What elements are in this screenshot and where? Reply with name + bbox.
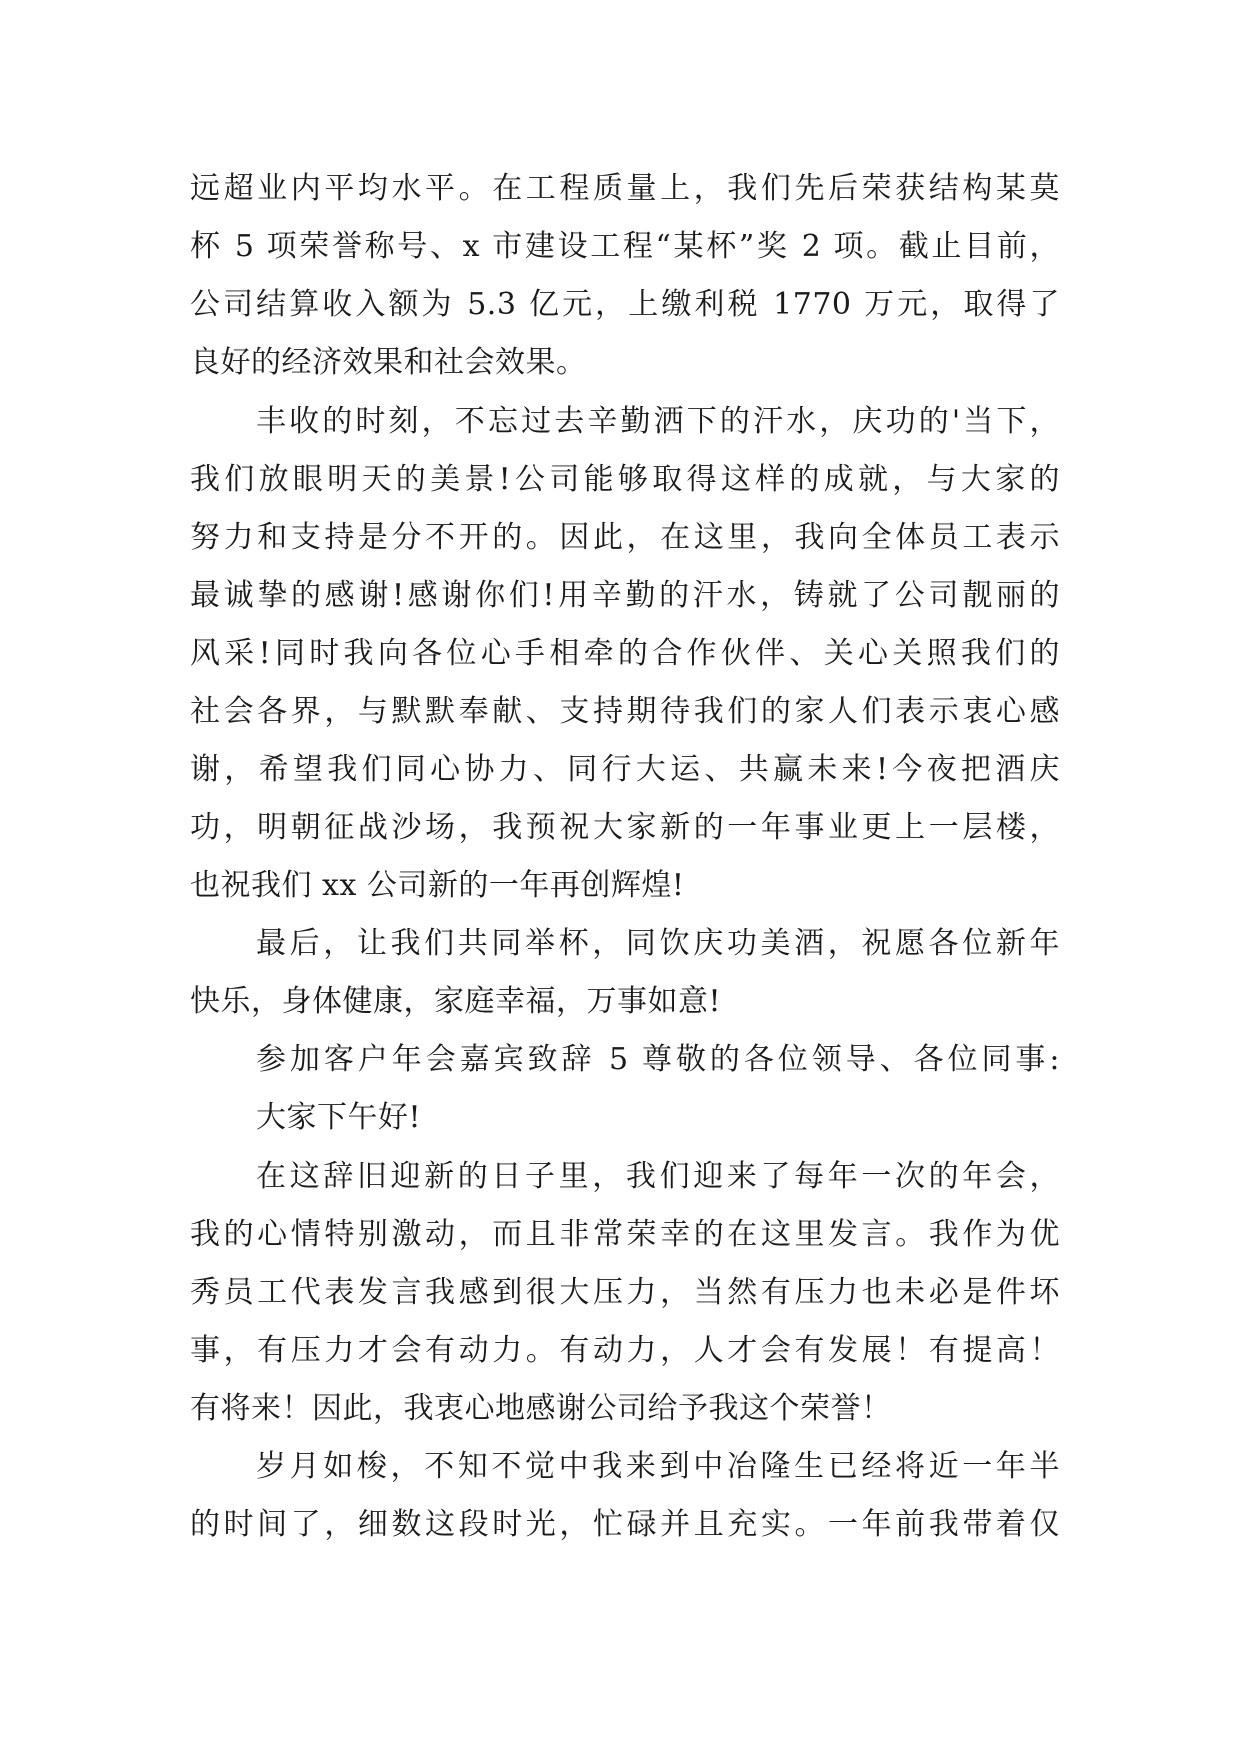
text-line: 公司结算收入额为 5.3 亿元，上缴利税 1770 万元，取得了 xyxy=(190,287,1060,322)
text-line: 也祝我们 xx 公司新的一年再创辉煌! xyxy=(190,868,685,903)
text-line: 社会各界，与默默奉献、支持期待我们的家人们表示衷心感 xyxy=(190,694,1060,729)
text-line: 在这辞旧迎新的日子里，我们迎来了每年一次的年会， xyxy=(256,1159,1060,1194)
text-line: 风采!同时我向各位心手相牵的合作伙伴、关心关照我们的 xyxy=(190,636,1060,671)
text-line: 功，明朝征战沙场，我预祝大家新的一年事业更上一层楼， xyxy=(190,810,1060,845)
text-line: 远超业内平均水平。在工程质量上，我们先后荣获结构某莫 xyxy=(190,171,1060,206)
text-line: 岁月如梭，不知不觉中我来到中冶隆生已经将近一年半 xyxy=(256,1449,1060,1484)
text-line: 大家下午好! xyxy=(256,1100,422,1135)
text-line: 我们放眼明天的美景!公司能够取得这样的成就，与大家的 xyxy=(190,462,1060,497)
text-line: 我的心情特别激动，而且非常荣幸的在这里发言。我作为优 xyxy=(190,1217,1060,1252)
text-line: 努力和支持是分不开的。因此，在这里，我向全体员工表示 xyxy=(190,520,1060,555)
text-line: 最诚挚的感谢!感谢你们!用辛勤的汗水，铸就了公司靓丽的 xyxy=(190,578,1060,613)
text-line: 快乐，身体健康，家庭幸福，万事如意! xyxy=(190,984,722,1019)
text-line: 谢，希望我们同心协力、同行大运、共赢未来!今夜把酒庆 xyxy=(190,752,1060,787)
text-line: 最后，让我们共同举杯，同饮庆功美酒，祝愿各位新年 xyxy=(256,926,1060,961)
text-line: 的时间了，细数这段时光，忙碌并且充实。一年前我带着仅 xyxy=(190,1507,1060,1542)
text-line: 杯 5 项荣誉称号、x 市建设工程“某杯”奖 2 项。截止目前， xyxy=(190,229,1060,264)
text-line: 参加客户年会嘉宾致辞 5 尊敬的各位领导、各位同事: xyxy=(256,1042,1060,1077)
text-line: 事，有压力才会有动力。有动力，人才会有发展！有提高！ xyxy=(190,1333,1060,1368)
text-line: 秀员工代表发言我感到很大压力，当然有压力也未必是件坏 xyxy=(190,1275,1060,1310)
text-line: 丰收的时刻，不忘过去辛勤洒下的汗水，庆功的'当下， xyxy=(256,404,1060,439)
text-line: 有将来！因此，我衷心地感谢公司给予我这个荣誉！ xyxy=(190,1391,892,1426)
text-line: 良好的经济效果和社会效果。 xyxy=(190,345,587,380)
